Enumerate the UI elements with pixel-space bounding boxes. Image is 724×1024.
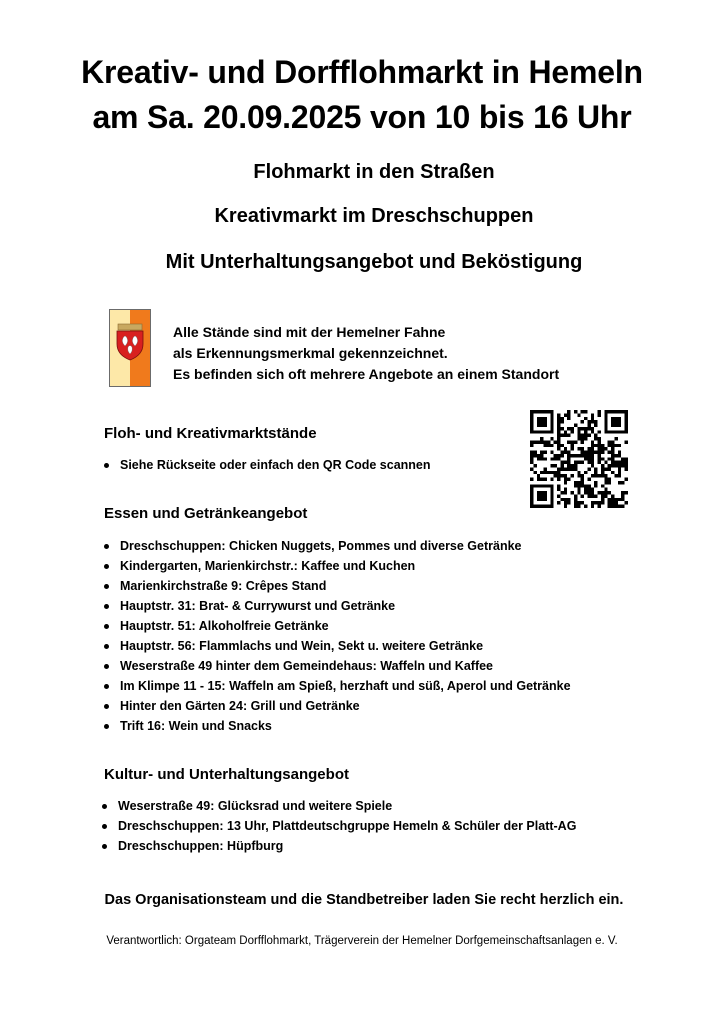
stalls-list bbox=[103, 455, 431, 475]
list-item bbox=[103, 556, 571, 576]
list-item-text: Trift 16: Wein und Snacks bbox=[120, 719, 272, 733]
bullet-icon bbox=[104, 664, 109, 669]
list-item bbox=[103, 596, 571, 616]
flag-notice-line: Es befinden sich oft mehrere Angebote an einem Standort bbox=[173, 366, 560, 382]
bullet-icon bbox=[104, 604, 109, 609]
list-item-text: Kindergarten, Marienkirchstr.: Kaffee und Kuchen bbox=[120, 559, 416, 573]
list-item-text: Hauptstr. 51: Alkoholfreie Getränke bbox=[120, 619, 329, 633]
list-item bbox=[101, 816, 576, 836]
list-item-text: Hauptstr. 56: Flammlachs und Wein, Sekt u. weitere Getränke bbox=[120, 639, 484, 653]
list-item bbox=[103, 636, 571, 656]
list-item bbox=[101, 796, 576, 816]
list-item-text: Hauptstr. 31: Brat- & Currywurst und Getränke bbox=[120, 599, 396, 613]
section-heading-stalls: Floh- und Kreativmarktstände bbox=[104, 425, 317, 442]
bullet-icon bbox=[104, 624, 109, 629]
bullet-icon bbox=[102, 804, 107, 809]
event-title-line2: am Sa. 20.09.2025 von 10 bis 16 Uhr bbox=[92, 99, 632, 135]
list-item-text: Dreschschuppen: Hüpfburg bbox=[118, 839, 284, 853]
list-item bbox=[103, 656, 571, 676]
list-item bbox=[101, 836, 576, 856]
section-heading-food: Essen und Getränkeangebot bbox=[104, 505, 308, 522]
list-item-text: Hinter den Gärten 24: Grill und Getränke bbox=[120, 699, 360, 713]
subtitle-entertainment: Mit Unterhaltungsangebot und Beköstigung bbox=[165, 251, 583, 273]
flag-notice-line: Alle Stände sind mit der Hemelner Fahne bbox=[173, 324, 446, 340]
bullet-icon bbox=[104, 684, 109, 689]
culture-list bbox=[101, 796, 576, 856]
section-heading-culture: Kultur- und Unterhaltungsangebot bbox=[104, 766, 349, 783]
list-item-text: Marienkirchstraße 9: Crêpes Stand bbox=[120, 579, 327, 593]
bullet-icon bbox=[102, 824, 107, 829]
bullet-icon bbox=[104, 544, 109, 549]
flag-notice-line: als Erkennungsmerkmal gekennzeichnet. bbox=[173, 345, 448, 361]
list-item bbox=[103, 576, 571, 596]
list-item-text: Dreschschuppen: 13 Uhr, Plattdeutschgruppe Hemeln & Schüler der Platt-AG bbox=[118, 819, 577, 833]
bullet-icon bbox=[104, 564, 109, 569]
bullet-icon bbox=[104, 704, 109, 709]
subtitle-flea-market: Flohmarkt in den Straßen bbox=[253, 161, 495, 183]
list-item bbox=[103, 716, 571, 736]
list-item bbox=[103, 536, 571, 556]
closing-invitation: Das Organisationsteam und die Standbetreiber laden Sie recht herzlich ein. bbox=[104, 892, 624, 908]
list-item bbox=[103, 696, 571, 716]
qr-code-icon[interactable] bbox=[530, 410, 628, 508]
bullet-icon bbox=[102, 844, 107, 849]
list-item-text: Weserstraße 49 hinter dem Gemeindehaus: Waffeln und Kaffee bbox=[120, 659, 494, 673]
list-item bbox=[103, 616, 571, 636]
bullet-icon bbox=[104, 724, 109, 729]
bullet-icon bbox=[104, 584, 109, 589]
footer-responsible: Verantwortlich: Orgateam Dorfflohmarkt, Trägerverein der Hemelner Dorfgemeinschaftsanlagen e. V. bbox=[106, 935, 618, 947]
flag-notice bbox=[173, 322, 559, 385]
event-title-line1: Kreativ- und Dorfflohmarkt in Hemeln bbox=[81, 54, 643, 90]
list-item bbox=[103, 455, 431, 475]
bullet-icon bbox=[104, 463, 109, 468]
bullet-icon bbox=[104, 644, 109, 649]
list-item-text: Dreschschuppen: Chicken Nuggets, Pommes und diverse Getränke bbox=[120, 539, 522, 553]
list-item bbox=[103, 676, 571, 696]
list-item-text: Im Klimpe 11 - 15: Waffeln am Spieß, herzhaft und süß, Aperol und Getränke bbox=[120, 679, 571, 693]
list-item-text: Siehe Rückseite oder einfach den QR Code scannen bbox=[120, 458, 431, 472]
subtitle-creative-market: Kreativmarkt im Dreschschuppen bbox=[214, 205, 534, 227]
food-list bbox=[103, 536, 571, 736]
hemeln-flag-icon bbox=[109, 309, 151, 387]
list-item-text: Weserstraße 49: Glücksrad und weitere Spiele bbox=[118, 799, 393, 813]
